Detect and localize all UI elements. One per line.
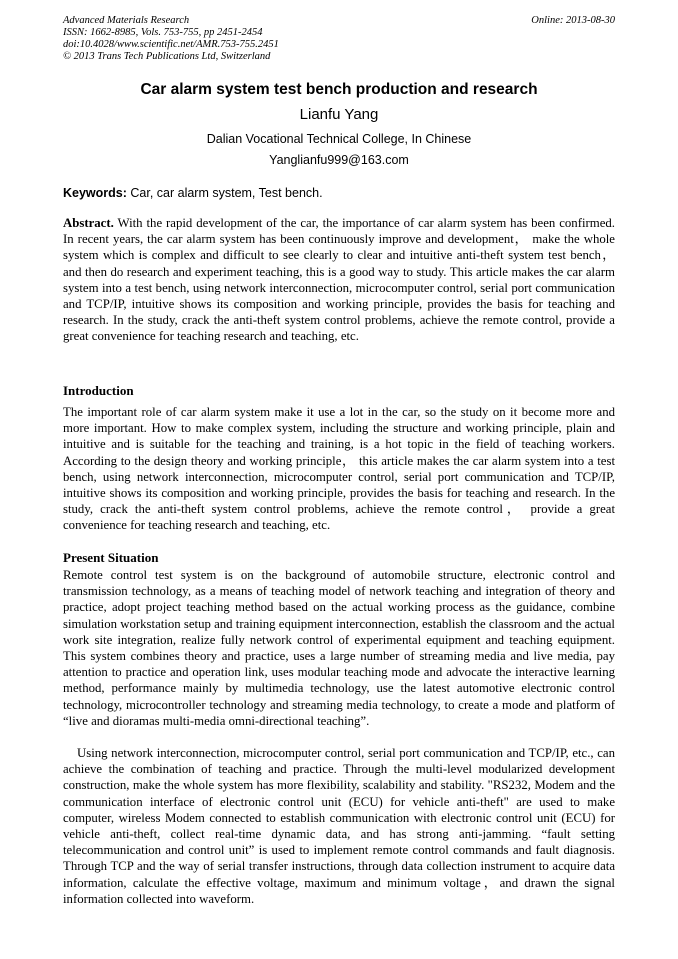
doi-line: doi:10.4028/www.scientific.net/AMR.753-755.2451 xyxy=(63,39,279,50)
abstract-text: With the rapid development of the car, the importance of car alarm system has been confirmed. In recent years, the car alarm system has been continuously improve and development， make the whole system which is complex and difficult to see clearly to clear and intuitive anti-theft system test bench， and then do research and experiment teaching, this is a good way to study. This article makes the car alarm system into a test bench, using network interconnection, microcomputer control, serial port communication and TCP/IP, intuitive shows its composition and working principle, provides the basis for teaching and research. In the study, crack the anti-theft system control problems, achieve the remote control, provide a great convenience for teaching research and teaching, etc. xyxy=(63,216,615,344)
author-affiliation: Dalian Vocational Technical College, In Chinese xyxy=(206,132,472,146)
introduction-paragraph: The important role of car alarm system make it use a lot in the car, so the study on it become more and more important. How to make complex system, including the structure and working principle, plain and intuitive and is suitable for the teaching and training, is a hot topic in the field of teaching workers. According to the design theory and working principle， this article makes the car alarm system into a test bench, using network interconnection, microcomputer control, serial port communication and TCP/IP, intuitive shows its composition and working principle, provides the basis for teaching and research. In the study, crack the anti-theft system control problems, achieve the remote control， provide a great convenience for teaching research and teaching, etc. xyxy=(63,405,615,533)
abstract-paragraph xyxy=(63,215,615,345)
present-situation-paragraph-1: Remote control test system is on the background of automobile structure, electronic control and transmission technology, as a means of teaching model of network teaching and integration of theory and practice, adopt project teaching method based on the actual working process as the guidance, combine simulation workstation setup and training equipment interconnection, establish the classroom and the actual work site integration, realize fully network control of experimental equipment and teaching equipment. This system combines theory and practice, uses a large number of streaming media and live media, pay attention to practice and operation link, uses modular teaching mode and advocate the interactive learning method, performance mainly by multimedia technology, use the latest automotive electronic control technology, microcontroller technology and streaming media technology, to create a mode and platform of “live and dioramas multi-media omni-directional teaching”. xyxy=(63,568,615,728)
online-date: Online: 2013-08-30 xyxy=(531,15,615,26)
keywords-label: Keywords: xyxy=(63,186,127,200)
keywords-text: Car, car alarm system, Test bench. xyxy=(126,186,323,200)
keywords-line xyxy=(63,186,615,200)
issn-line: ISSN: 1662-8985, Vols. 753-755, pp 2451-2454 xyxy=(63,27,263,38)
copyright-line: © 2013 Trans Tech Publications Ltd, Switzerland xyxy=(63,51,271,62)
paper-author: Lianfu Yang xyxy=(299,106,379,123)
journal-header xyxy=(63,15,279,63)
author-email: Yanglianfu999@163.com xyxy=(269,153,409,167)
abstract-label: Abstract. xyxy=(63,216,114,230)
present-situation-heading: Present Situation xyxy=(63,550,159,565)
journal-name: Advanced Materials Research xyxy=(63,15,190,26)
present-situation-paragraph-2: Using network interconnection, microcomputer control, serial port communication and TCP/IP, etc., can achieve the combination of teaching and practice. Through the multi-level modularized development construction, make the whole system has more flexibility, scalability and stability. "RS232, Modem and the communication interface of electronic control unit (ECU) for vehicle anti-theft" are used to make computer, wireless Modem connected to establish communication with electronic control unit (ECU) for vehicle anti-theft, collect real-time dynamic data, and has strong anti-jamming. “fault setting telecommunication and control unit” is used to implement remote control commands and fault diagnosis. Through TCP and the way of serial transfer instructions, through data collection instrument to acquire data information, calculate the effective voltage, maximum and minimum voltage，and drawn the signal information collected into waveform. xyxy=(63,746,615,906)
paper-title: Car alarm system test bench production and research xyxy=(140,81,538,98)
introduction-heading: Introduction xyxy=(63,383,134,398)
